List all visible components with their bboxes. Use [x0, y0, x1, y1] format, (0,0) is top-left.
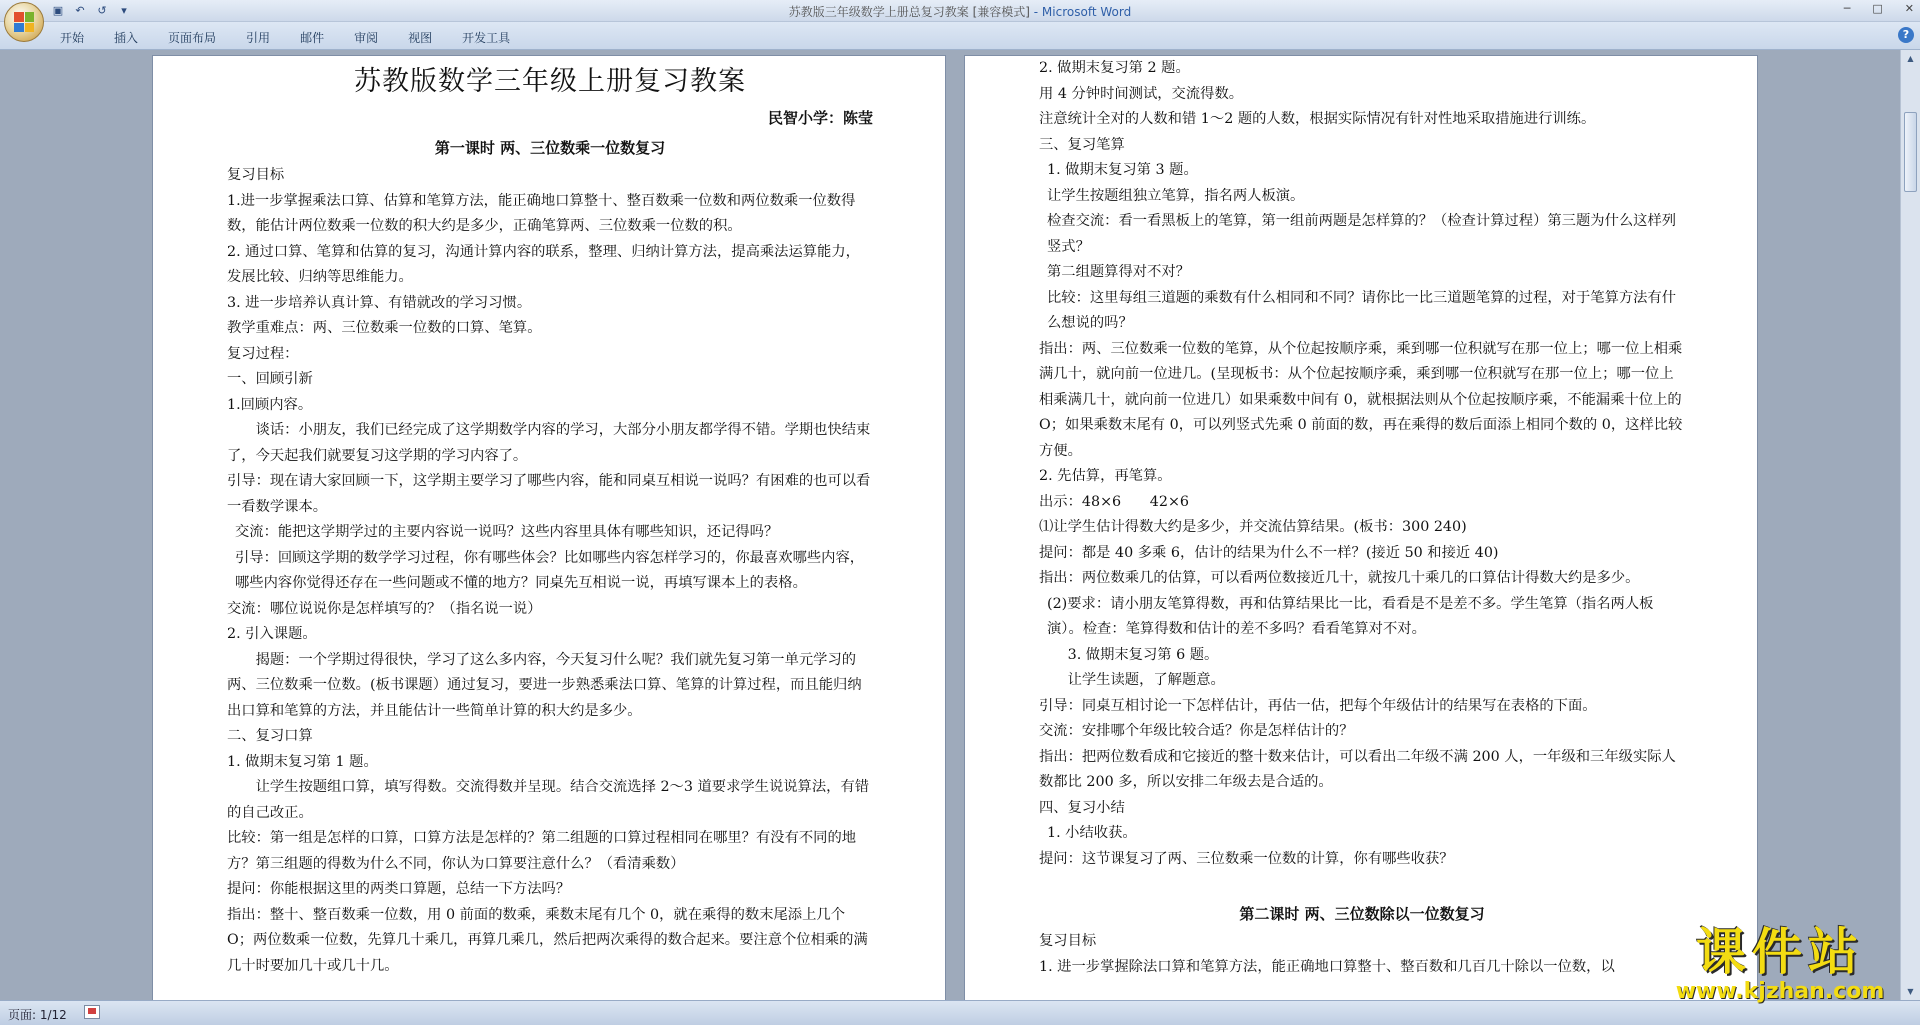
paragraph: 引导：同桌互相讨论一下怎样估计，再估一估，把每个年级估计的结果写在表格的下面。: [1039, 697, 1597, 714]
paragraph: 2. 做期末复习第 2 题。: [1039, 60, 1190, 76]
paragraph: 1.回顾内容。: [227, 396, 313, 413]
paragraph: 四、复习小结: [1039, 799, 1125, 816]
paragraph: 检查交流：看一看黑板上的笔算，第一组前两题是怎样算的？（检查计算过程）第三题为什么这样列竖式？: [1047, 213, 1677, 255]
scroll-down-icon[interactable]: ▼: [1907, 987, 1914, 996]
paragraph: 三、复习笔算: [1039, 136, 1125, 153]
document-workspace: [0, 50, 1900, 1000]
scroll-up-icon[interactable]: ▲: [1907, 54, 1914, 63]
page-indicator[interactable]: 页面: 1/12: [8, 1008, 67, 1022]
scrollbar-thumb[interactable]: [1904, 112, 1917, 192]
document-page-left[interactable]: [152, 55, 946, 1000]
vertical-scrollbar[interactable]: [1900, 50, 1920, 1000]
paragraph: 3. 做期末复习第 6 题。: [1067, 646, 1219, 663]
page-content: [1039, 56, 1685, 980]
paragraph: 交流：安排哪个年级比较合适？你是怎样估计的？: [1039, 723, 1354, 739]
paragraph: 二、复习口算: [227, 728, 313, 744]
paragraph: 谈话：小朋友，我们已经完成了这学期数学内容的学习，大部分小朋友都学得不错。学期也快结束了，今天起我们就要复习这学期的学习内容了。: [227, 422, 871, 464]
paragraph: 1. 做期末复习第 3 题。: [1047, 162, 1198, 178]
author-line: 民智小学：陈莹: [767, 109, 873, 127]
paragraph: 2. 引入课题。: [227, 626, 317, 642]
paragraph: 复习目标: [1039, 933, 1097, 949]
tab-mailings[interactable]: 邮件: [300, 31, 325, 45]
document-page-right[interactable]: [964, 55, 1758, 1000]
page-content: [227, 56, 873, 979]
tab-home[interactable]: 开始: [60, 31, 85, 45]
paragraph: 提问：你能根据这里的两类口算题，总结一下方法吗？: [227, 881, 571, 897]
paragraph: 让学生按题组独立笔算，指名两人板演。: [1047, 187, 1305, 204]
window-title: [0, 3, 1920, 20]
paragraph: 提问：这节课复习了两、三位数乘一位数的计算，你有哪些收获？: [1039, 850, 1454, 867]
help-icon[interactable]: ?: [1898, 27, 1914, 43]
customize-toolbar-icon[interactable]: ▾: [121, 4, 127, 17]
watermark-name: 课件站: [1696, 923, 1864, 981]
empty-paragraph: [1039, 872, 1685, 898]
paragraph: 3. 进一步培养认真计算、有错就改的学习习惯。: [227, 294, 532, 311]
status-bar: [0, 1000, 1920, 1025]
paragraph: 出示：48×6 42×6: [1039, 493, 1190, 510]
paragraph: 交流：能把这学期学过的主要内容说一说吗？这些内容里具体有哪些知识，还记得吗？: [235, 524, 779, 540]
paragraph: 揭题：一个学期过得很快，学习了这么多内容，今天复习什么呢？我们就先复习第一单元学习的两、三位数乘一位数。(板书课题）通过复习，要进一步熟悉乘法口算、笔算的计算过程，而且能归纳出口算和笔算的方法，并且能估计一些简单计算的积大约是多少。: [227, 651, 862, 719]
document-name: 苏教版三年级数学上册总复习教案 [兼容模式]: [788, 5, 1030, 19]
paragraph: 指出：两位数乘几的估算，可以看两位数接近几十，就按几十乘几的口算估计得数大约是多少。: [1039, 570, 1640, 586]
paragraph: 2. 通过口算、笔算和估算的复习，沟通计算内容的联系，整理、归纳计算方法，提高乘法运算能力，发展比较、归纳等思维能力。: [227, 243, 860, 285]
paragraph: 让学生按题组口算，填写得数。交流得数并呈现。结合交流选择 2～3 道要求学生说说算法，有错的自己改正。: [227, 779, 870, 821]
tab-references[interactable]: 引用: [246, 31, 271, 45]
title-bar: [0, 0, 1920, 22]
paragraph: 教学重难点：两、三位数乘一位数的口算、笔算。: [227, 320, 542, 336]
paragraph: ⑴让学生估计得数大约是多少，并交流估算结果。(板书：300 240): [1039, 519, 1467, 535]
paragraph: 复习目标: [227, 167, 285, 183]
paragraph: 指出：两、三位数乘一位数的笔算，从个位起按顺序乘，乘到哪一位积就写在那一位上；哪一位上相乘满几十，就向前一位进几。(呈现板书：从个位起按顺序乘，乘到哪一位积就写在那一位上；哪一位上相乘满几十，就向前一位进几）如果乘数中间有 0，就根据法则从个位起按顺序乘，不能漏乘十位上的 O；如果乘数末尾有 0，可以列竖式先乘 0 前面的数，再在乘得的数后面添上相同个数的 0，这样比较方便。: [1039, 340, 1683, 459]
paragraph: 指出：把两位数看成和它接近的整十数来估计，可以看出二年级不满 200 人，一年级和三年级实际人数都比 200 多，所以安排二年级去是合适的。: [1039, 748, 1676, 790]
paragraph: 引导：现在请大家回顾一下，这学期主要学习了哪些内容，能和同桌互相说一说吗？有困难的也可以看一看数学课本。: [227, 473, 871, 515]
paragraph: 指出：整十、整百数乘一位数，用 0 前面的数乘，乘数末尾有几个 0，就在乘得的数末尾添上几个 O；两位数乘一位数，先算几十乘几，再算几乘几，然后把两次乘得的数合起来。要注意个位相乘的满几十时要加几十或几十几。: [227, 906, 868, 974]
maximize-icon[interactable]: □: [1872, 2, 1883, 15]
lesson-heading: 第二课时 两、三位数除以一位数复习: [1239, 904, 1485, 923]
close-icon[interactable]: ✕: [1904, 2, 1914, 15]
tab-view[interactable]: 视图: [408, 31, 433, 45]
app-name: - Microsoft Word: [1029, 5, 1132, 19]
tab-insert[interactable]: 插入: [114, 31, 139, 45]
paragraph: 用 4 分钟时间测试，交流得数。: [1039, 85, 1244, 102]
minimize-icon[interactable]: ─: [1843, 2, 1851, 15]
paragraph: 比较：这里每组三道题的乘数有什么相同和不同？请你比一比三道题笔算的过程，对于笔算方法有什么想说的吗？: [1047, 289, 1677, 331]
watermark-logo: [1655, 923, 1905, 1004]
office-logo-icon: [14, 12, 34, 32]
paragraph: (2)要求：请小朋友笔算得数，再和估算结果比一比，看看是不是差不多。学生笔算（指名两人板演）。检查：笔算得数和估计的差不多吗？看看笔算对不对。: [1047, 595, 1654, 637]
paragraph: 复习过程：: [227, 345, 299, 362]
window-controls: [1844, 2, 1914, 15]
paragraph: 让学生读题，了解题意。: [1067, 672, 1225, 688]
paragraph: 1. 小结收获。: [1047, 825, 1137, 841]
paragraph: 1. 做期末复习第 1 题。: [227, 753, 378, 770]
redo-icon[interactable]: ↺: [97, 4, 107, 17]
paragraph: 比较：第一组是怎样的口算，口算方法是怎样的？第二组题的口算过程相同在哪里？有没有不同的地方？第三组题的得数为什么不同，你认为口算要注意什么？（看清乘数）: [227, 830, 857, 872]
ribbon-tab-list: [60, 29, 540, 46]
paragraph: 一、回顾引新: [227, 371, 313, 387]
paragraph: 注意统计全对的人数和错 1～2 题的人数，根据实际情况有针对性地采取措施进行训练。: [1039, 111, 1596, 127]
proofing-icon[interactable]: [84, 1005, 100, 1019]
paragraph: 第二组题算得对不对？: [1047, 264, 1190, 280]
tab-page-layout[interactable]: 页面布局: [168, 31, 217, 45]
watermark-url: www.kjzhan.com: [1675, 979, 1885, 1004]
tab-review[interactable]: 审阅: [354, 31, 379, 45]
paragraph: 引导：回顾这学期的数学学习过程，你有哪些体会？比如哪些内容怎样学习的，你最喜欢哪些内容，哪些内容你觉得还存在一些问题或不懂的地方？同桌先互相说一说，再填写课本上的表格。: [235, 549, 865, 591]
office-button[interactable]: [4, 2, 44, 42]
paragraph: 1.进一步掌握乘法口算、估算和笔算方法，能正确地口算整十、整百数乘一位数和两位数乘一位数得数，能估计两位数乘一位数的积大约是多少，正确笔算两、三位数乘一位数的积。: [227, 192, 856, 234]
paragraph: 提问：都是 40 多乘 6，估计的结果为什么不一样？(接近 50 和接近 40): [1039, 544, 1499, 561]
document-title: 苏教版数学三年级上册复习教案: [354, 66, 746, 97]
lesson-heading: 第一课时 两、三位数乘一位数复习: [434, 138, 666, 157]
paragraph: 交流：哪位说说你是怎样填写的？（指名说一说）: [227, 600, 542, 617]
tab-developer[interactable]: 开发工具: [462, 31, 511, 45]
undo-icon[interactable]: ↶: [75, 4, 85, 17]
paragraph: 1. 进一步掌握除法口算和笔算方法，能正确地口算整十、整百数和几百几十除以一位数，以: [1039, 958, 1615, 975]
paragraph: 2. 先估算，再笔算。: [1039, 468, 1172, 484]
save-icon[interactable]: ▣: [52, 4, 64, 17]
ribbon-tabs: [0, 22, 1920, 50]
